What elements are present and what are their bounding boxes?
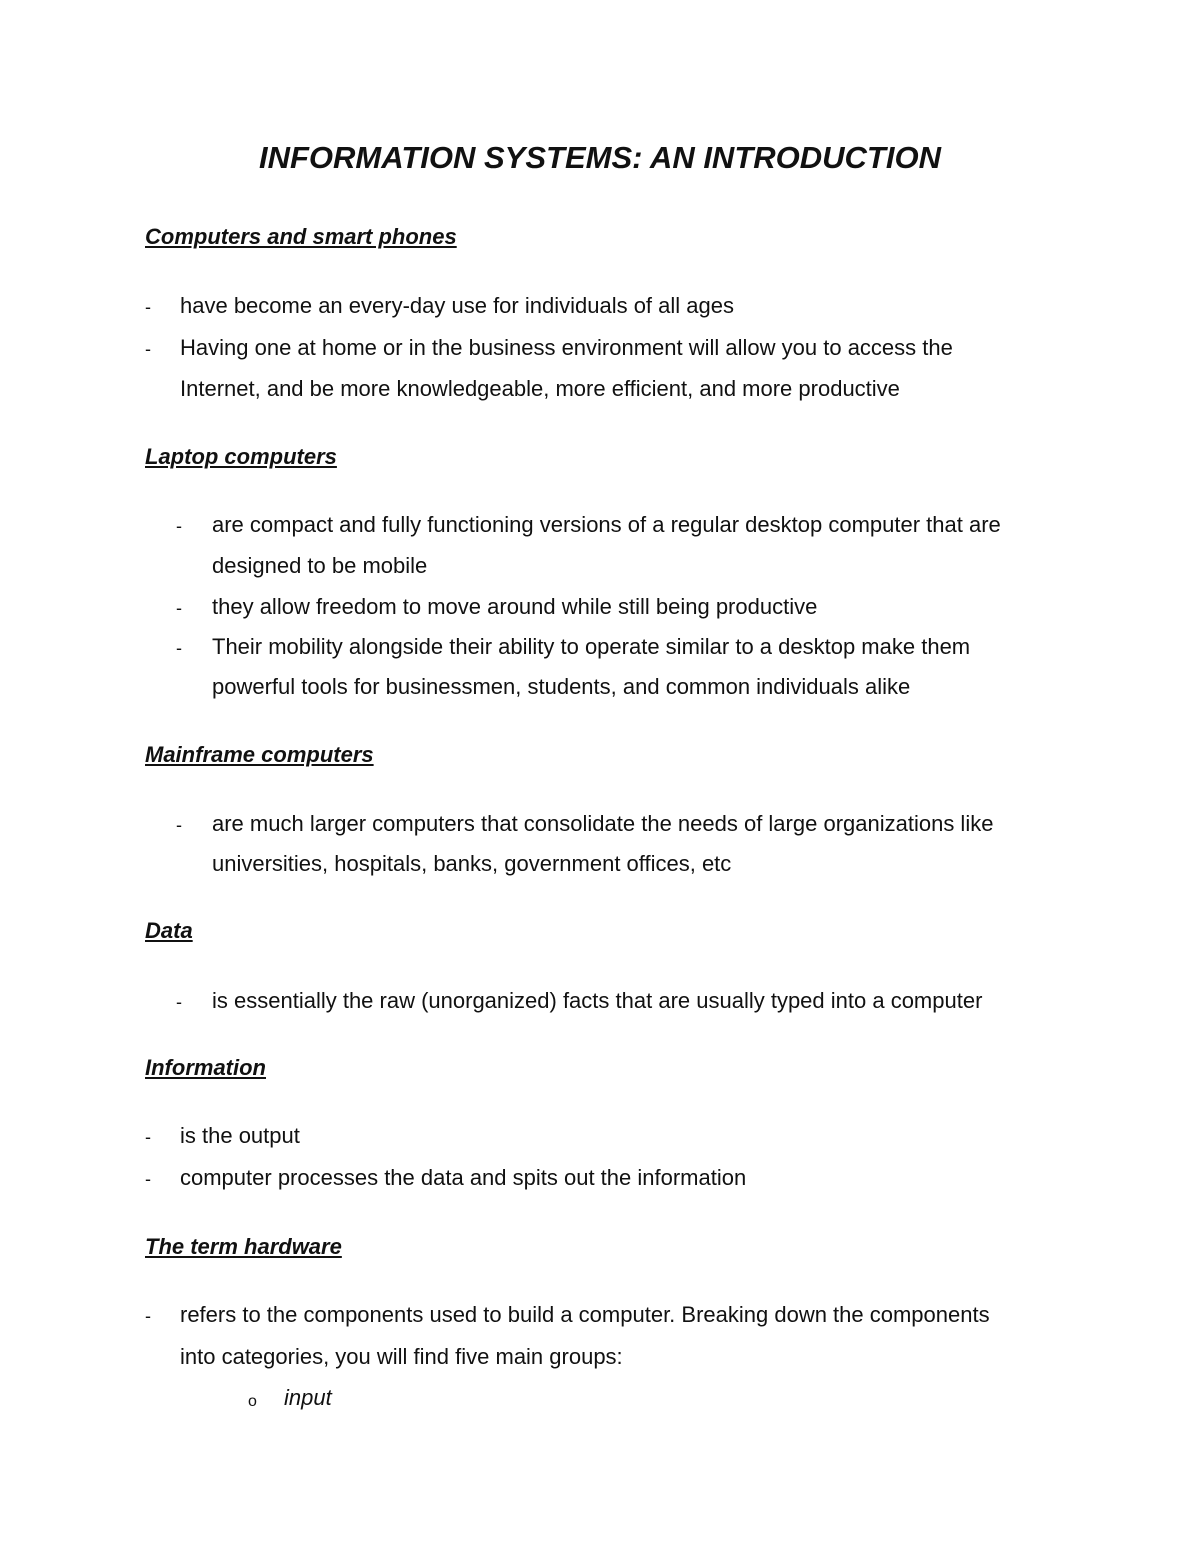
list-item-line: are much larger computers that consolidate the needs of large organizations like (212, 811, 994, 836)
section-heading-information: Information (145, 1055, 266, 1080)
list-item-line: they allow freedom to move around while still being productive (212, 594, 818, 619)
bullet-dash: - (176, 992, 182, 1012)
list-item-line: have become an every-day use for individuals of all ages (180, 293, 734, 318)
list-item-line: Internet, and be more knowledgeable, more efficient, and more productive (180, 376, 900, 401)
sub-bullet-circle: o (248, 1393, 257, 1410)
bullet-dash: - (145, 1169, 151, 1189)
section-heading-laptop-computers: Laptop computers (145, 444, 337, 469)
list-item-line: Their mobility alongside their ability to operate similar to a desktop make them (212, 634, 971, 659)
bullet-dash: - (145, 297, 151, 317)
list-item-line: into categories, you will find five main groups: (180, 1344, 623, 1369)
list-item-line: universities, hospitals, banks, government offices, etc (212, 851, 732, 876)
list-item-line: powerful tools for businessmen, students, and common individuals alike (212, 674, 911, 699)
section-heading-hardware: The term hardware (145, 1234, 342, 1259)
bullet-dash: - (176, 516, 182, 536)
sub-list-item: input (284, 1385, 332, 1410)
bullet-dash: - (176, 598, 182, 618)
list-item-line: are compact and fully functioning versions of a regular desktop computer that are (212, 512, 1001, 537)
bullet-dash: - (176, 815, 182, 835)
list-item-line: is essentially the raw (unorganized) facts that are usually typed into a computer (212, 988, 983, 1013)
bullet-dash: - (145, 339, 151, 359)
section-heading-data: Data (145, 918, 193, 943)
list-item-line: refers to the components used to build a computer. Breaking down the components (180, 1302, 990, 1327)
list-item-line: Having one at home or in the business environment will allow you to access the (180, 335, 953, 360)
list-item-line: computer processes the data and spits out the information (180, 1165, 747, 1190)
list-item-line: designed to be mobile (212, 553, 428, 578)
list-item-line: is the output (180, 1123, 300, 1148)
section-heading-mainframe-computers: Mainframe computers (145, 742, 374, 767)
page-title: INFORMATION SYSTEMS: AN INTRODUCTION (259, 140, 941, 175)
bullet-dash: - (176, 638, 182, 658)
section-heading-computers-smart-phones: Computers and smart phones (145, 224, 457, 249)
bullet-dash: - (145, 1127, 151, 1147)
bullet-dash: - (145, 1306, 151, 1326)
